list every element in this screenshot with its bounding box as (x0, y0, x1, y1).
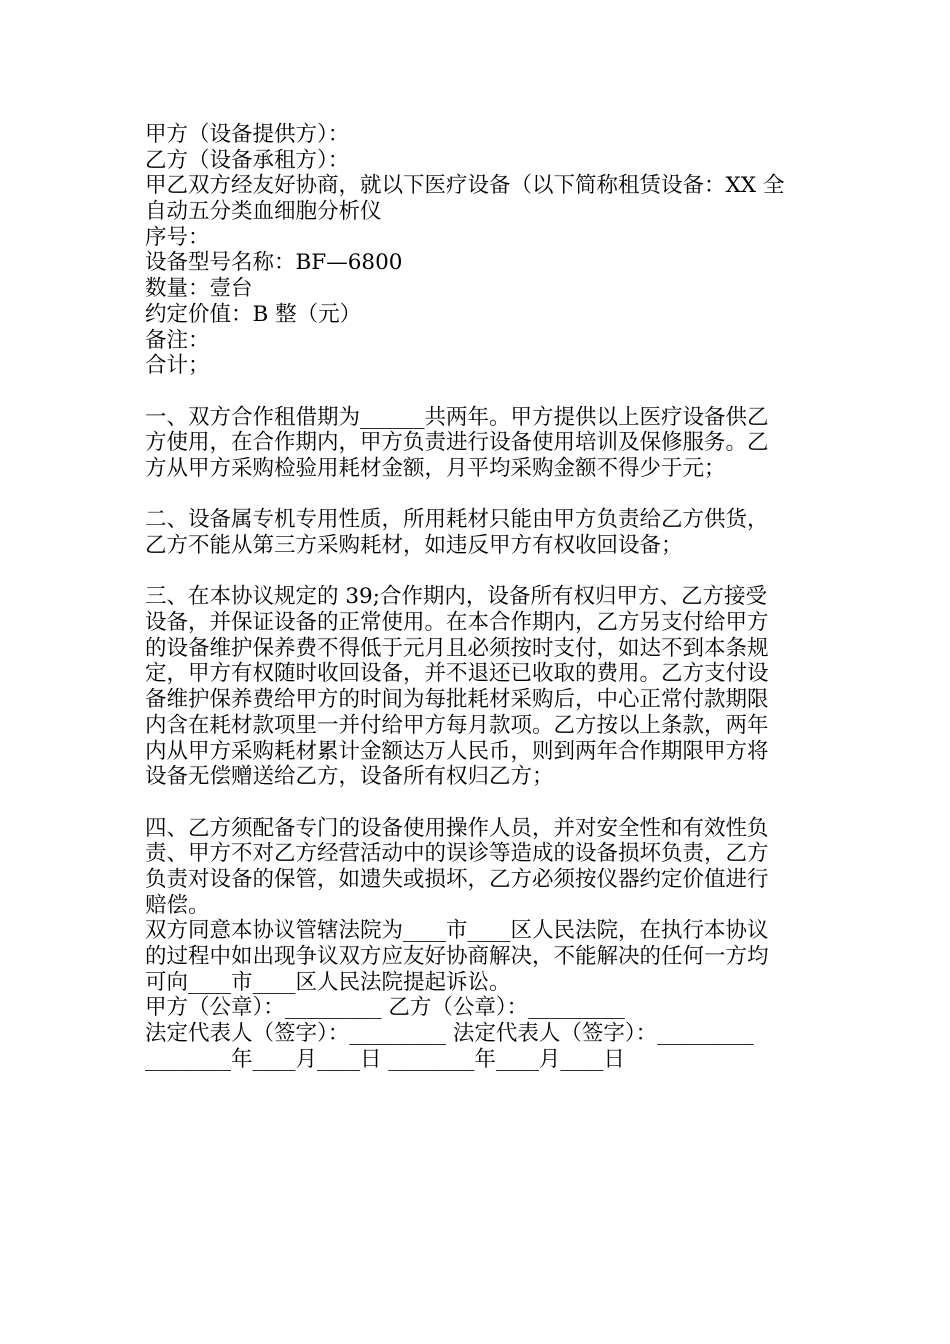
equipment-model: 设备型号名称：BF—6800 (145, 250, 403, 276)
clause-4-line: 责、甲方不对乙方经营活动中的误诊等造成的设备损坏负责，乙方 (145, 841, 769, 867)
equipment-remarks: 备注： (145, 327, 210, 353)
clause-3-line: 设备无偿赠送给乙方，设备所有权归乙方； (145, 764, 554, 790)
representative-signature-line: 法定代表人（签字）：_________ 法定代表人（签字）：_________ (145, 1021, 754, 1047)
spacer (145, 559, 810, 585)
clause-2-line: 二、设备属专机专用性质，所用耗材只能由甲方负责给乙方供货， (145, 507, 769, 533)
clause-3-line: 备维护保养费给甲方的时间为每批耗材采购后，中心正常付款期限 (145, 687, 769, 713)
intro-line-2: 自动五分类血细胞分析仪 (145, 199, 382, 225)
seal-signature-line: 甲方（公章）：_________ 乙方（公章）：_________ (145, 995, 625, 1021)
date-line: ________年____月____日 ________年____月____日 (145, 1046, 625, 1072)
clause-4-line: 赔偿。 (145, 892, 210, 918)
spacer (145, 379, 810, 405)
jurisdiction-line: 双方同意本协议管辖法院为____市____区人民法院，在执行本协议 (145, 918, 769, 944)
clause-3-line: 内从甲方采购耗材累计金额达万人民币，则到两年合作期限甲方将 (145, 738, 769, 764)
party-a-line: 甲方（设备提供方）： (145, 122, 350, 147)
spacer (145, 790, 810, 816)
clause-3-line: 设备，并保证设备的正常使用。在本合作期内，乙方另支付给甲方 (145, 610, 769, 636)
clause-3-line: 三、在本协议规定的 39;合作期内，设备所有权归甲方、乙方接受 (145, 584, 767, 610)
clause-1-line: 一、双方合作租借期为______共两年。甲方提供以上医疗设备供乙 (145, 404, 769, 430)
clause-3-line: 的设备维护保养费不得低于元月且必须按时支付，如达不到本条规 (145, 635, 769, 661)
clause-1-line: 方从甲方采购检验用耗材金额，月平均采购金额不得少于元； (145, 455, 726, 481)
jurisdiction-line: 的过程中如出现争议双方应友好协商解决，不能解决的任何一方均 (145, 944, 769, 969)
equipment-serial: 序号： (145, 224, 210, 250)
equipment-quantity: 数量：壹台 (145, 276, 253, 302)
spacer (145, 482, 810, 508)
clause-2-line: 乙方不能从第三方采购耗材，如违反甲方有权收回设备； (145, 533, 683, 558)
clause-1-line: 方使用，在合作期内，甲方负责进行设备使用培训及保修服务。乙 (145, 430, 769, 456)
clause-3-line: 定，甲方有权随时收回设备，并不退还已收取的费用。乙方支付设 (145, 661, 769, 687)
contract-document (145, 122, 810, 1072)
intro-line-1: 甲乙双方经友好协商，就以下医疗设备（以下简称租赁设备：XX 全 (145, 173, 785, 199)
clause-3-line: 内含在耗材款项里一并付给甲方每月款项。乙方按以上条款，两年 (145, 712, 769, 738)
clause-4-line: 负责对设备的保管，如遗失或损坏，乙方必须按仪器约定价值进行 (145, 866, 769, 892)
equipment-total: 合计； (145, 353, 210, 379)
party-b-line: 乙方（设备承租方）： (145, 147, 350, 173)
jurisdiction-line: 可向____市____区人民法院提起诉讼。 (145, 969, 511, 995)
equipment-value: 约定价值：B 整（元） (145, 301, 362, 327)
clause-4-line: 四、乙方须配备专门的设备使用操作人员，并对安全性和有效性负 (145, 815, 769, 841)
